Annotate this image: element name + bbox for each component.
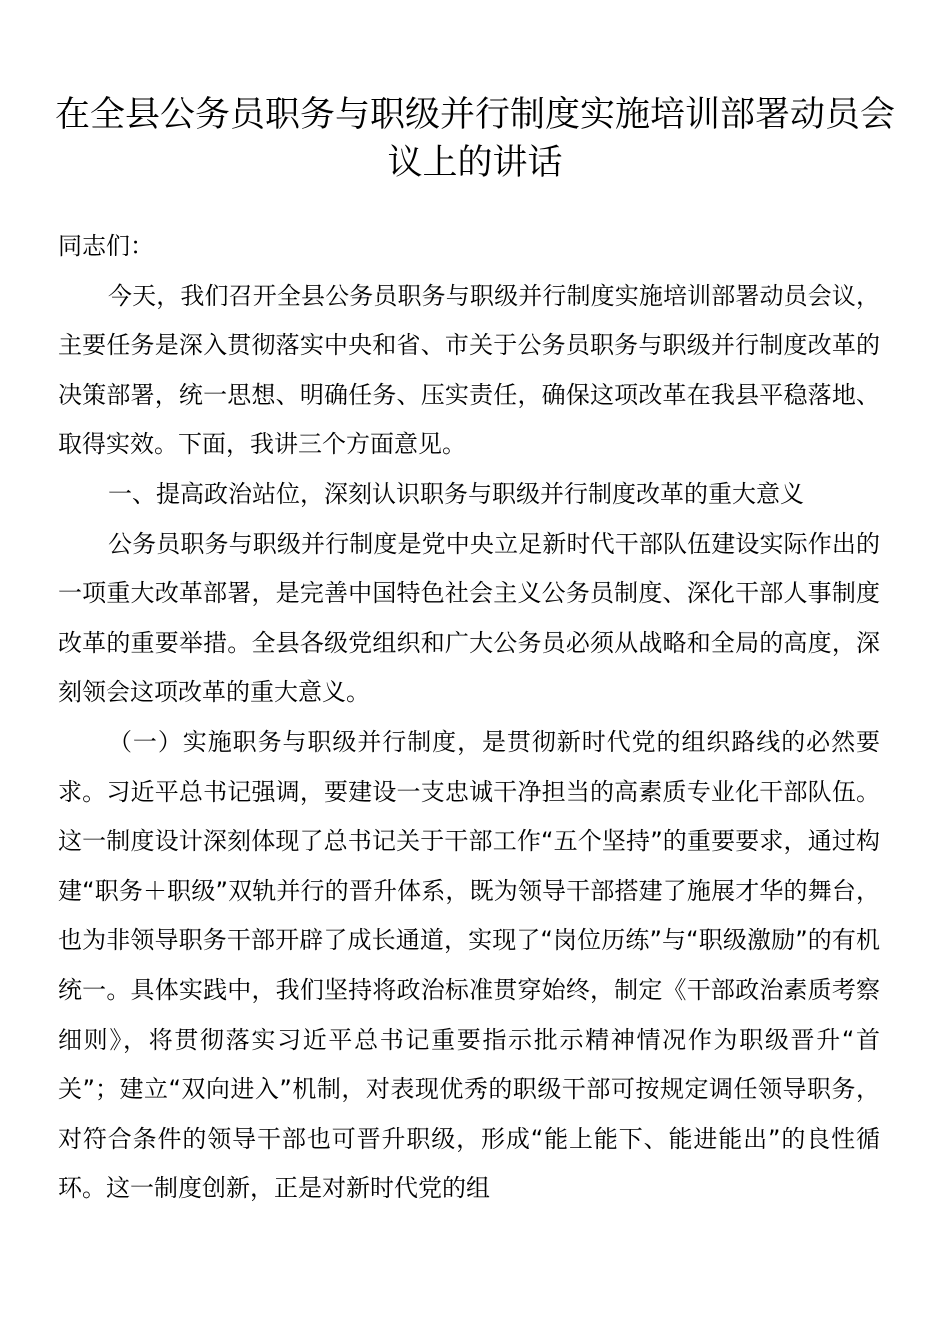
document-title: 在全县公务员职务与职级并行制度实施培训部署动员会议上的讲话 [54,95,895,184]
paragraph-intro: 今天，我们召开全县公务员职务与职级并行制度实施培训部署动员会议，主要任务是深入贯彻落实中央和省、市关于公务员职务与职级并行制度改革的决策部署，统一思想、明确任务、压实责任，确保这项改革在我县平稳落地、取得实效。下面，我讲三个方面意见。 [58,281,880,459]
section-heading-1: 一、提高政治站位，深刻认识职务与职级并行制度改革的重大意义 [108,479,804,508]
salutation: 同志们： [58,232,154,260]
document-body [58,222,880,1214]
paragraph-point-1: （一）实施职务与职级并行制度，是贯彻新时代党的组织路线的必然要求。习近平总书记强调，要建设一支忠诚干净担当的高素质专业化干部队伍。这一制度设计深刻体现了总书记关于干部工作“五个坚持”的重要要求，通过构建“职务＋职级”双轨并行的晋升体系，既为领导干部搭建了施展才华的舞台，也为非领导职务干部开辟了成长通道，实现了“岗位历练”与“职级激励”的有机统一。具体实践中，我们坚持将政治标准贯穿始终，制定《干部政治素质考察细则》，将贯彻落实习近平总书记重要指示批示精神情况作为职级晋升“首关”；建立“双向进入”机制，对表现优秀的职级干部可按规定调任领导职务，对符合条件的领导干部也可晋升职级，形成“能上能下、能进能出”的良性循环。这一制度创新，正是对新时代党的组 [58,727,880,1203]
paragraph-significance: 公务员职务与职级并行制度是党中央立足新时代干部队伍建设实际作出的一项重大改革部署，是完善中国特色社会主义公务员制度、深化干部人事制度改革的重要举措。全县各级党组织和广大公务员必须从战略和全局的高度，深刻领会这项改革的重大意义。 [58,529,880,707]
